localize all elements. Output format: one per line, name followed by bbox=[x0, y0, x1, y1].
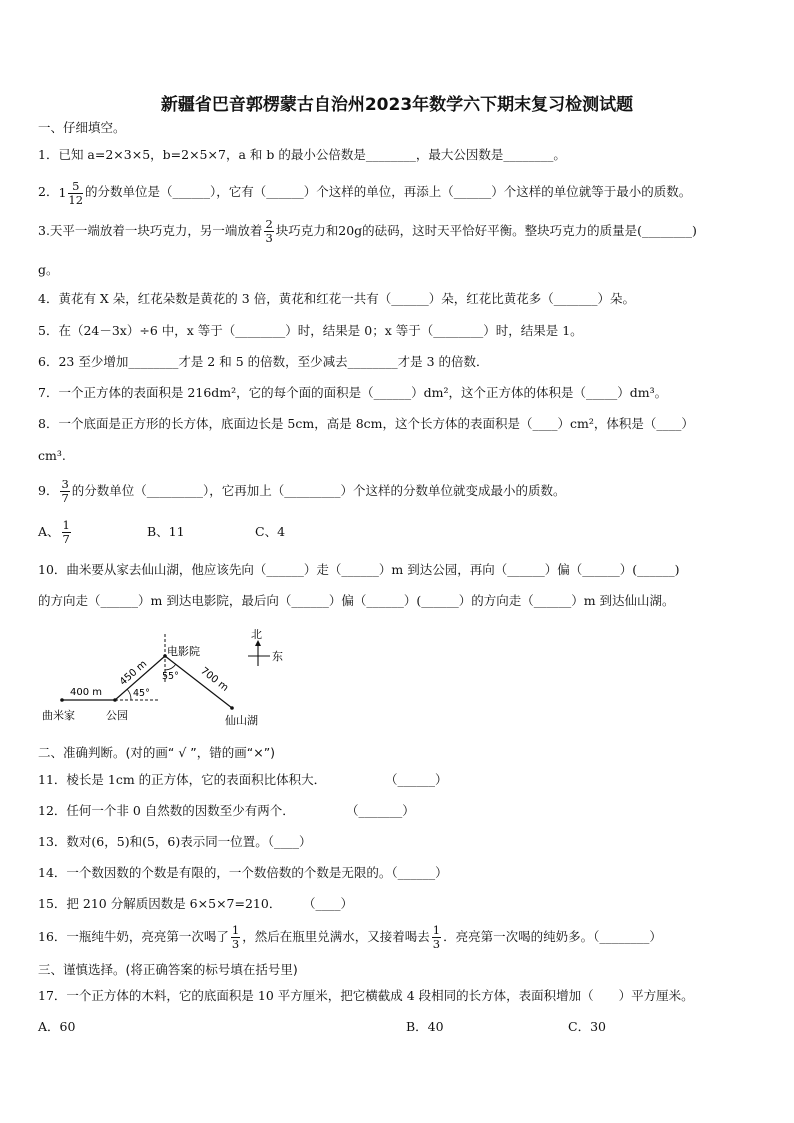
question-17-option-c: C．30 bbox=[568, 1019, 606, 1034]
fraction-numerator: 1 bbox=[231, 923, 240, 937]
section-2-heading: 二、准确判断。(对的画“ √ ”，错的画“×”) bbox=[38, 745, 276, 760]
distance-label-450: 450 m bbox=[117, 658, 150, 688]
question-1: 1．已知 a=2×3×5，b=2×5×7，a 和 b 的最小公倍数是________，最大公因数是________。 bbox=[38, 147, 566, 162]
label-lake: 仙山湖 bbox=[225, 714, 258, 727]
section-1-heading: 一、仔细填空。 bbox=[38, 120, 126, 135]
question-16-text-b: ，然后在瓶里兑满水，又接着喝去 bbox=[242, 929, 430, 944]
route-map bbox=[30, 622, 330, 734]
point-lake bbox=[230, 706, 234, 710]
question-12-answer-blank: （_______） bbox=[346, 803, 415, 818]
question-11: 11．棱长是 1cm 的正方体，它的表面积比体积大． bbox=[38, 772, 327, 787]
question-11-answer-blank: （______） bbox=[385, 772, 448, 787]
fraction-numerator: 5 bbox=[68, 180, 83, 194]
question-9 bbox=[38, 474, 566, 508]
question-13: 13．数对(6，5)和(5，6)表示同一位置。（____） bbox=[38, 834, 312, 849]
label-cinema: 电影院 bbox=[167, 645, 200, 658]
question-2 bbox=[38, 175, 691, 209]
angle-label-55: 55° bbox=[162, 671, 179, 682]
question-17-option-a: A．60 bbox=[38, 1019, 76, 1034]
question-3-text-b: 块巧克力和20g的砝码，这时天平恰好平衡。整块巧克力的质量是(________) bbox=[275, 223, 697, 238]
fraction-numerator: 3 bbox=[61, 477, 69, 491]
question-4: 4．黄花有 X 朵，红花朵数是黄花的 3 倍，黄花和红花一共有（______）朵，红花比黄花多（_______）朵。 bbox=[38, 291, 635, 306]
question-3-text-a: 3.天平一端放着一块巧克力，另一端放着 bbox=[38, 223, 263, 238]
question-8: 8．一个底面是正方形的长方体，底面边长是 5cm，高是 8cm，这个长方体的表面积是（____）cm²，体积是（____） bbox=[38, 416, 694, 431]
fraction-denominator: 3 bbox=[265, 231, 273, 245]
question-15-answer-blank: （____） bbox=[303, 896, 354, 911]
mixed-whole: 1 bbox=[58, 184, 67, 200]
question-3 bbox=[38, 214, 697, 248]
question-10-line-1: 10．曲米要从家去仙山湖，他应该先向（______）走（______）m 到达公园，再向（______）偏（______）(______) bbox=[38, 562, 680, 577]
question-6: 6．23 至少增加________才是 2 和 5 的倍数，至少减去________才是 3 的倍数． bbox=[38, 354, 489, 369]
option-a-label: A、 bbox=[38, 524, 60, 539]
fraction-denominator: 3 bbox=[432, 937, 441, 951]
question-5: 5．在（24－3x）÷6 中，x 等于（________）时，结果是 0；x 等于（________）时，结果是 1。 bbox=[38, 323, 583, 338]
fraction-denominator: 12 bbox=[68, 192, 84, 207]
question-8-continuation: cm³. bbox=[38, 448, 66, 463]
compass-north-label: 北 bbox=[251, 628, 262, 641]
fraction bbox=[60, 478, 69, 505]
fraction-numerator: 2 bbox=[265, 217, 273, 231]
question-9-number: 9． bbox=[38, 483, 59, 498]
question-9-option-a bbox=[38, 515, 73, 549]
fraction bbox=[68, 180, 83, 207]
fraction-numerator: 1 bbox=[432, 923, 441, 937]
fraction bbox=[432, 924, 441, 951]
question-2-text: 的分数单位是（______），它有（______）个这样的单位，再添上（______）个这样的单位就等于最小的质数。 bbox=[85, 184, 692, 199]
fraction bbox=[62, 519, 71, 546]
fraction-denominator: 7 bbox=[62, 532, 70, 546]
compass-icon bbox=[248, 640, 270, 666]
question-9-option-b: B、11 bbox=[147, 524, 185, 539]
question-10-line-2: 的方向走（______）m 到达电影院，最后向（______）偏（______）(______）的方向走（______）m 到达仙山湖。 bbox=[38, 593, 675, 608]
question-15: 15．把 210 分解质因数是 6×5×7=210． bbox=[38, 896, 282, 911]
fraction-numerator: 1 bbox=[62, 518, 70, 532]
fraction bbox=[264, 218, 273, 245]
label-park: 公园 bbox=[106, 709, 128, 722]
question-9-text: 的分数单位（_________），它再加上（_________）个这样的分数单位就变成最小的质数。 bbox=[71, 483, 566, 498]
question-16-text-c: ．亮亮第一次喝的纯奶多。（________） bbox=[443, 929, 662, 944]
fraction bbox=[231, 924, 240, 951]
compass-east-label: 东 bbox=[272, 650, 283, 663]
fraction-denominator: 3 bbox=[231, 937, 240, 951]
question-2-number: 2． bbox=[38, 184, 59, 199]
question-9-option-c: C、4 bbox=[255, 524, 286, 539]
angle-arc-park bbox=[127, 689, 131, 700]
question-14: 14．一个数因数的个数是有限的，一个数倍数的个数是无限的。（______） bbox=[38, 865, 448, 880]
angle-arc-cinema bbox=[165, 664, 176, 670]
fraction-denominator: 7 bbox=[61, 491, 69, 505]
question-7: 7．一个正方体的表面积是 216dm²，它的每个面的面积是（______）dm²，这个正方体的体积是（_____）dm³。 bbox=[38, 385, 668, 400]
point-home bbox=[60, 698, 64, 702]
question-16 bbox=[38, 920, 662, 954]
label-home: 曲米家 bbox=[42, 709, 75, 722]
question-17-option-b: B．40 bbox=[406, 1019, 444, 1034]
point-park bbox=[113, 698, 117, 702]
mixed-number bbox=[58, 176, 85, 210]
question-12: 12．任何一个非 0 自然数的因数至少有两个． bbox=[38, 803, 295, 818]
distance-label-700: 700 m bbox=[198, 665, 231, 694]
question-17: 17．一个正方体的木料，它的底面积是 10 平方厘米，把它横截成 4 段相同的长方体，表面积增加（ ）平方厘米。 bbox=[38, 988, 694, 1003]
distance-label-400: 400 m bbox=[70, 687, 103, 698]
section-3-heading: 三、谨慎选择。(将正确答案的标号填在括号里) bbox=[38, 962, 298, 977]
question-3-continuation: g。 bbox=[38, 262, 59, 277]
angle-label-45: 45° bbox=[133, 688, 150, 699]
page-title: 新疆省巴音郭楞蒙古自治州2023年数学六下期末复习检测试题 bbox=[160, 95, 634, 115]
question-16-text-a: 16．一瓶纯牛奶，亮亮第一次喝了 bbox=[38, 929, 229, 944]
